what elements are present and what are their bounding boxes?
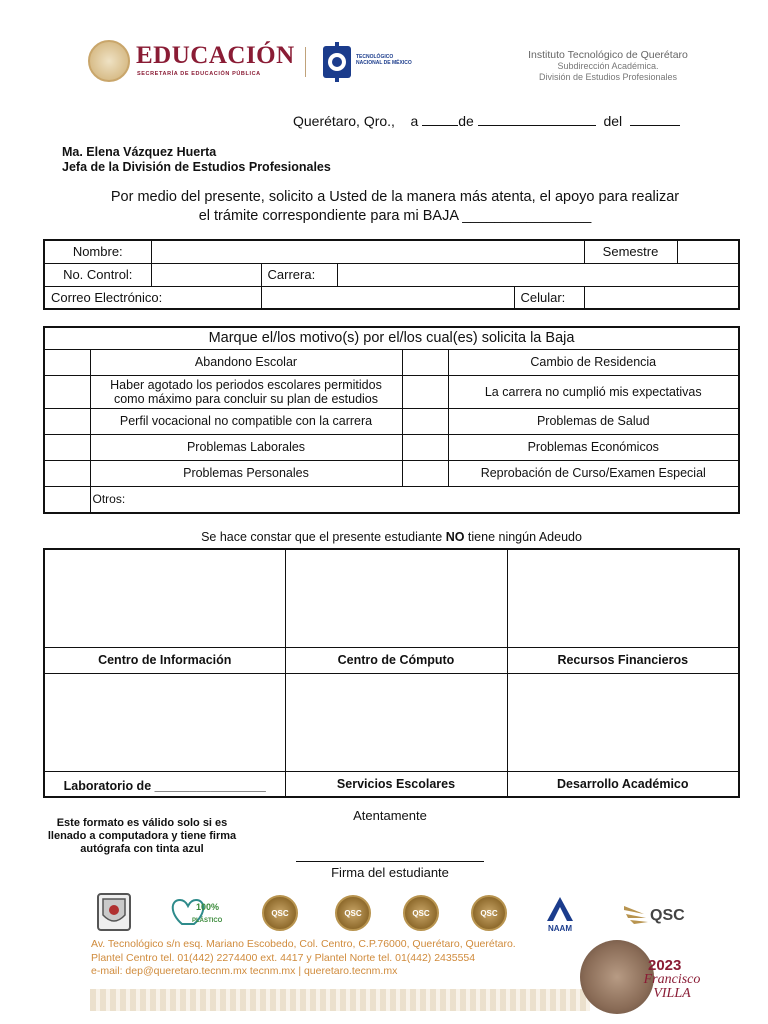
month-blank[interactable] [478, 114, 596, 126]
reason-residencia: Cambio de Residencia [448, 349, 739, 375]
day-blank[interactable] [422, 114, 458, 126]
villa-line-2: VILLA [653, 986, 691, 1001]
heart-plastico: PLÁSTICO [192, 918, 222, 924]
naam-text: NAAM [548, 924, 572, 933]
date-del: del [603, 113, 623, 129]
reason-abandono: Abandono Escolar [90, 349, 402, 375]
carrera-field[interactable] [337, 263, 739, 286]
correo-field[interactable] [261, 286, 514, 309]
qsc-seal-1-icon: QSC [262, 895, 298, 931]
subdireccion: Subdirección Académica. [557, 61, 659, 71]
qsc-seal-4-icon: QSC [471, 895, 507, 931]
adeudo-before: Se hace constar que el presente estudiante [201, 530, 446, 544]
sign-space-informacion[interactable] [44, 549, 285, 647]
reason-salud: Problemas de Salud [448, 408, 739, 434]
adeudo-after: tiene ningún Adeudo [464, 530, 582, 544]
reason-periodos-line-2: como máximo para concluir su plan de estudios [113, 391, 379, 406]
heart-percent: 100% [196, 902, 220, 912]
check-abandono[interactable] [44, 349, 90, 375]
otros-field[interactable]: Otros: [90, 486, 739, 513]
request-line-1: Por medio del presente, solicito a Usted de la manera más atenta, el apoyo para realizar [110, 189, 680, 205]
tecnm-line-2: NACIONAL DE MÉXICO [356, 60, 412, 66]
check-economicos[interactable] [402, 434, 448, 460]
recipient-name: Ma. Elena Vázquez Huerta [62, 145, 217, 159]
adeudo-no: NO [445, 530, 465, 544]
request-line-2: el trámite correspondiente para mi BAJA ________________ [198, 208, 592, 224]
label-laboratorio: Laboratorio de ________________ [44, 771, 285, 797]
control-field[interactable] [151, 263, 261, 286]
check-residencia[interactable] [402, 349, 448, 375]
correo-label: Correo Electrónico: [44, 286, 261, 309]
check-otros[interactable] [44, 486, 90, 513]
nombre-label: Nombre: [44, 240, 151, 263]
recipient [62, 145, 331, 175]
signatures-table [43, 548, 740, 798]
sep-subtitle: SECRETARÍA DE EDUCACIÓN PÚBLICA [137, 71, 261, 77]
footer-pattern [90, 989, 590, 1011]
footer-address [91, 938, 571, 979]
signature-line[interactable] [296, 861, 484, 862]
semestre-field[interactable] [677, 240, 739, 263]
label-escolares: Servicios Escolares [285, 771, 507, 797]
institute-block [470, 50, 746, 83]
tecnm-gear-icon [320, 40, 354, 84]
adeudo-statement [43, 530, 740, 544]
date-place: Querétaro, Qro., [293, 113, 395, 129]
label-desarrollo: Desarrollo Académico [507, 771, 739, 797]
plastic-free-heart-icon [168, 894, 222, 928]
check-expectativas[interactable] [402, 375, 448, 408]
check-reprobacion[interactable] [402, 460, 448, 486]
mexico-seal-logo [88, 40, 130, 82]
student-info-table [43, 239, 740, 310]
label-financieros: Recursos Financieros [507, 647, 739, 673]
reason-personales: Problemas Personales [90, 460, 402, 486]
reason-reprobacion: Reprobación de Curso/Examen Especial [448, 460, 739, 486]
check-perfil[interactable] [44, 408, 90, 434]
check-periodos[interactable] [44, 375, 90, 408]
shield-icon [99, 895, 129, 929]
celular-field[interactable] [584, 286, 739, 309]
check-personales[interactable] [44, 460, 90, 486]
date-de: de [458, 113, 474, 129]
validity-note: Este formato es válido solo si es llenado a computadora y tiene firma autógrafa con tinta azul [47, 817, 237, 855]
villa-line-1: Francisco [643, 972, 701, 987]
address-line-1: Av. Tecnológico s/n esq. Mariano Escobedo, Col. Centro, C.P.76000, Querétaro, Querétaro. [91, 938, 516, 950]
check-laborales[interactable] [44, 434, 90, 460]
tecnm-text [356, 54, 426, 66]
ite-shield-logo [97, 893, 131, 931]
reasons-table [43, 326, 740, 514]
year-blank[interactable] [630, 114, 680, 126]
educacion-title: EDUCACIÓN [136, 42, 295, 69]
sign-space-desarrollo[interactable] [507, 673, 739, 771]
address-line-2: Plantel Centro tel. 01(442) 2274400 ext. 4417 y Plantel Norte tel. 01(442) 2435554 [91, 951, 476, 964]
semestre-label: Semestre [584, 240, 677, 263]
label-informacion: Centro de Información [44, 647, 285, 673]
check-salud[interactable] [402, 408, 448, 434]
address-line-3[interactable]: e-mail: dep@queretaro.tecnm.mx tecnm.mx | queretaro.tecnm.mx [91, 965, 398, 977]
sign-space-escolares[interactable] [285, 673, 507, 771]
division: División de Estudios Profesionales [538, 72, 678, 82]
sign-space-computo[interactable] [285, 549, 507, 647]
qsc-wing-logo-icon [622, 898, 692, 928]
qsc-wing-text: QSC [650, 907, 685, 924]
reason-expectativas: La carrera no cumplió mis expectativas [448, 375, 739, 408]
celular-label: Celular: [514, 286, 584, 309]
qsc-seal-3-icon: QSC [403, 895, 439, 931]
sign-space-laboratorio[interactable] [44, 673, 285, 771]
signature-label: Firma del estudiante [331, 865, 449, 880]
request-paragraph [50, 188, 740, 226]
institute-name: Instituto Tecnológico de Querétaro [528, 49, 688, 61]
label-computo: Centro de Cómputo [285, 647, 507, 673]
header-divider [305, 47, 306, 77]
date-a: a [410, 113, 419, 129]
tecnm-line-1: TECNOLÓGICO [356, 54, 394, 60]
recipient-title: Jefa de la División de Estudios Profesionales [62, 160, 331, 174]
qsc-seal-2-icon: QSC [335, 895, 371, 931]
reason-perfil: Perfil vocacional no compatible con la carrera [90, 408, 402, 434]
atentamente: Atentamente [353, 808, 427, 823]
reason-periodos [90, 375, 402, 408]
carrera-label: Carrera: [261, 263, 337, 286]
villa-name [640, 973, 704, 1001]
reason-economicos: Problemas Económicos [448, 434, 739, 460]
reasons-header: Marque el/los motivo(s) por el/los cual(es) solicita la Baja [44, 327, 739, 349]
year-2023: 2023 [648, 957, 682, 974]
control-label: No. Control: [44, 263, 151, 286]
reason-periodos-line-1: Haber agotado los periodos escolares permitidos [110, 377, 382, 392]
reason-laborales: Problemas Laborales [90, 434, 402, 460]
sign-space-financieros[interactable] [507, 549, 739, 647]
nombre-field[interactable] [151, 240, 584, 263]
date-line [293, 113, 680, 129]
naam-logo-icon [541, 893, 579, 933]
